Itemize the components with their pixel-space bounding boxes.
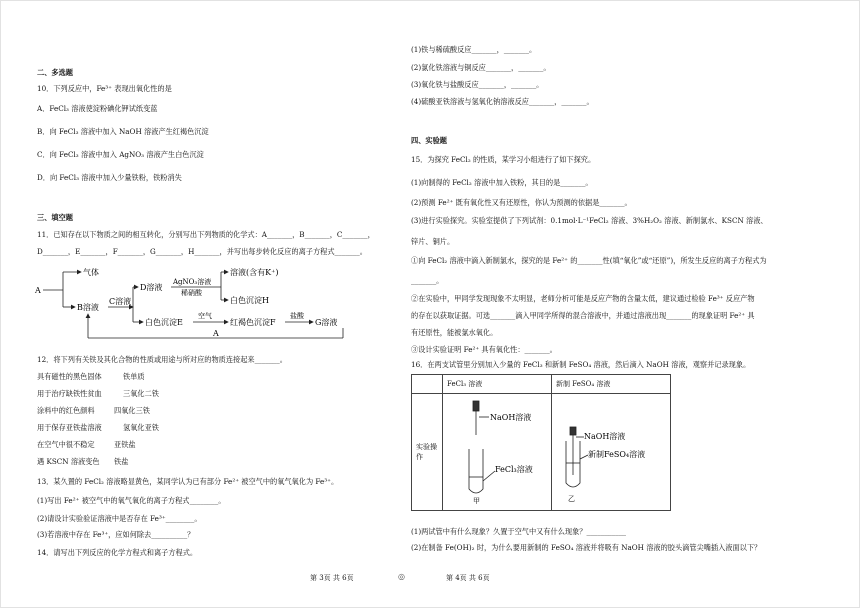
test-tube-b-figure bbox=[556, 397, 666, 505]
label-hno3: 稀硝酸 bbox=[181, 289, 202, 297]
question-15-6: ③设计实验证明 Fe²⁺ 具有氧化性：_______。 bbox=[411, 345, 557, 354]
node-k-solution: 溶液(含有K⁺) bbox=[230, 268, 279, 277]
question-11-line1: 11．已知存在以下物质之间的相互转化，分别写出下列物质的化学式：A_______，B_______，C_______， bbox=[37, 230, 375, 239]
table-row-label: 实验操作 bbox=[412, 394, 443, 511]
tube-cell-b bbox=[552, 394, 671, 511]
test-tube-a-figure bbox=[447, 397, 547, 505]
q14-part-1: (1)铁与稀硫酸反应_______，_______。 bbox=[411, 45, 537, 54]
node-d: D溶液 bbox=[140, 283, 163, 292]
q12-right-1: 铁单质 bbox=[123, 372, 145, 381]
label-air: 空气 bbox=[198, 312, 212, 320]
label-hcl: 盐酸 bbox=[290, 312, 304, 320]
experiment-table bbox=[411, 374, 671, 511]
question-11-line2: D_______，E_______，F_______，G_______，H_______，并写出每步转化反应的离子方程式_______。 bbox=[37, 247, 367, 256]
question-15-1: (1)向制得的 FeCl₂ 溶液中加入铁粉，其目的是_______。 bbox=[411, 178, 593, 187]
node-h: 白色沉淀H bbox=[230, 296, 269, 305]
node-e: 白色沉淀E bbox=[145, 318, 183, 327]
q12-left-2: 用于治疗缺铁性贫血 bbox=[37, 389, 102, 398]
node-c: C溶液 bbox=[109, 297, 132, 306]
q12-left-5: 在空气中很不稳定 bbox=[37, 440, 95, 449]
table-header-feso4: 新制 FeSO₄ 溶液 bbox=[552, 375, 671, 394]
section-fill-blank: 三、填空题 bbox=[37, 213, 73, 222]
q14-part-4: (4)硫酸亚铁溶液与氢氧化钠溶液反应_______，_______。 bbox=[411, 97, 594, 106]
label-agno3: AgNO₃溶液 bbox=[173, 278, 212, 286]
question-15-3b: 锌片、铜片。 bbox=[411, 237, 455, 246]
question-15-4a: ①向 FeCl₂ 溶液中滴入新制氯水，探究的是 Fe²⁺ 的_______性(填“氧化”或“还原”)，所发生反应的离子方程式为 bbox=[411, 256, 767, 265]
question-13: 13．某久置的 FeCl₂ 溶液略显黄色，某同学认为已有部分 Fe²⁺ 被空气中的氧气氧化为 Fe³⁺。 bbox=[37, 477, 339, 486]
node-a: A bbox=[35, 286, 41, 295]
label-feso4: 新制FeSO₄溶液 bbox=[588, 450, 646, 459]
section-multi-choice: 二、多选题 bbox=[37, 68, 73, 77]
node-a-bottom: A bbox=[213, 329, 219, 338]
question-14: 14．请写出下列反应的化学方程式和离子方程式。 bbox=[37, 548, 198, 557]
label-naoh-b: NaOH溶液 bbox=[584, 432, 626, 441]
question-15-4b: _______。 bbox=[411, 276, 444, 285]
node-f: 红褐色沉淀F bbox=[230, 318, 276, 327]
node-gas: 气体 bbox=[83, 268, 99, 277]
q12-left-3: 涂料中的红色颜料 bbox=[37, 406, 95, 415]
question-15-5c: 有还原性，能被氯水氧化。 bbox=[411, 328, 498, 337]
option-10b: B．向 FeCl₃ 溶液中加入 NaOH 溶液产生红褐色沉淀 bbox=[37, 127, 209, 136]
question-15-2: (2)预测 Fe²⁺ 既有氧化性又有还原性，你认为预测的依据是_______。 bbox=[411, 198, 632, 207]
q12-right-6: 铁盐 bbox=[114, 457, 129, 466]
node-g: G溶液 bbox=[315, 318, 338, 327]
question-13-3: (3)若溶液中存在 Fe³⁺，应如何除去__________？ bbox=[37, 530, 195, 539]
question-13-2: (2)请设计实验验证溶液中是否存在 Fe³⁺________。 bbox=[37, 514, 202, 523]
question-15: 15．为探究 FeCl₂ 的性质，某学习小组进行了如下探究。 bbox=[411, 155, 596, 164]
center-circle-icon: ◎ bbox=[398, 572, 405, 581]
q12-left-1: 具有磁性的黑色固体 bbox=[37, 372, 102, 381]
option-10d: D．向 FeCl₃ 溶液中加入少量铁粉，铁粉消失 bbox=[37, 173, 182, 182]
node-b: B溶液 bbox=[77, 303, 99, 312]
question-15-3a: (3)进行实验探究。实验室提供了下列试剂：0.1mol·L⁻¹FeCl₂ 溶液、3%H₂O₂ 溶液、新制氯水、KSCN 溶液、 bbox=[411, 216, 768, 225]
question-10: 10．下列反应中，Fe³⁺ 表现出氧化性的是 bbox=[37, 84, 172, 93]
label-naoh-a: NaOH溶液 bbox=[490, 413, 532, 422]
q12-right-4: 氢氧化亚铁 bbox=[123, 423, 159, 432]
table-header-fecl3: FeCl₃ 溶液 bbox=[443, 375, 552, 394]
question-15-5b: 的存在以获取证据。可选_______滴入甲同学所得的混合溶液中，并通过溶液出现_______的现象证明 Fe²⁺ 具 bbox=[411, 311, 755, 320]
label-fecl3: FeCl₃溶液 bbox=[495, 465, 533, 474]
label-jia: 甲 bbox=[473, 497, 480, 505]
q14-part-2: (2)氯化铁溶液与铜反应_______，_______。 bbox=[411, 63, 551, 72]
q12-right-3: 四氧化三铁 bbox=[114, 406, 150, 415]
conversion-diagram bbox=[33, 262, 363, 342]
page-number-4: 第 4页 共 6页 bbox=[446, 574, 490, 582]
q12-left-6: 遇 KSCN 溶液变色 bbox=[37, 457, 100, 466]
question-15-5a: ②在实验中，甲同学发现现象不太明显，老师分析可能是反应产物的含量太低，建议通过检验 Fe³⁺ 反应产物 bbox=[411, 294, 755, 303]
tube-cell-a bbox=[443, 394, 552, 511]
q12-left-4: 用于保存亚铁盐溶液 bbox=[37, 423, 102, 432]
question-16-2: (2)在制备 Fe(OH)₂ 时，为什么要用新制的 FeSO₄ 溶液并将吸有 NaOH 溶液的胶头滴管尖嘴插入液面以下？ bbox=[411, 543, 762, 552]
question-16: 16．在两支试管里分别加入少量的 FeCl₃ 和新制 FeSO₄ 溶液，然后滴入 NaOH 溶液，观察并记录现象。 bbox=[411, 360, 751, 369]
q12-right-2: 三氧化二铁 bbox=[123, 389, 159, 398]
section-experiment: 四、实验题 bbox=[411, 136, 447, 145]
question-13-1: (1)写出 Fe²⁺ 被空气中的氧气氧化的离子方程式________。 bbox=[37, 496, 226, 505]
label-yi: 乙 bbox=[568, 495, 575, 503]
q14-part-3: (3)氧化铁与盐酸反应_______，_______。 bbox=[411, 80, 544, 89]
question-16-1: (1)两试管中有什么现象？久置于空气中又有什么现象？___________ bbox=[411, 527, 627, 536]
option-10a: A．FeCl₃ 溶液使淀粉碘化钾试纸变蓝 bbox=[37, 104, 158, 113]
question-12: 12．将下列有关铁及其化合物的性质或用途与所对应的物质连接起来_______。 bbox=[37, 355, 287, 364]
option-10c: C．向 FeCl₃ 溶液中加入 AgNO₃ 溶液产生白色沉淀 bbox=[37, 150, 204, 159]
q12-right-5: 亚铁盐 bbox=[114, 440, 136, 449]
page-number-3: 第 3页 共 6页 bbox=[310, 574, 354, 582]
